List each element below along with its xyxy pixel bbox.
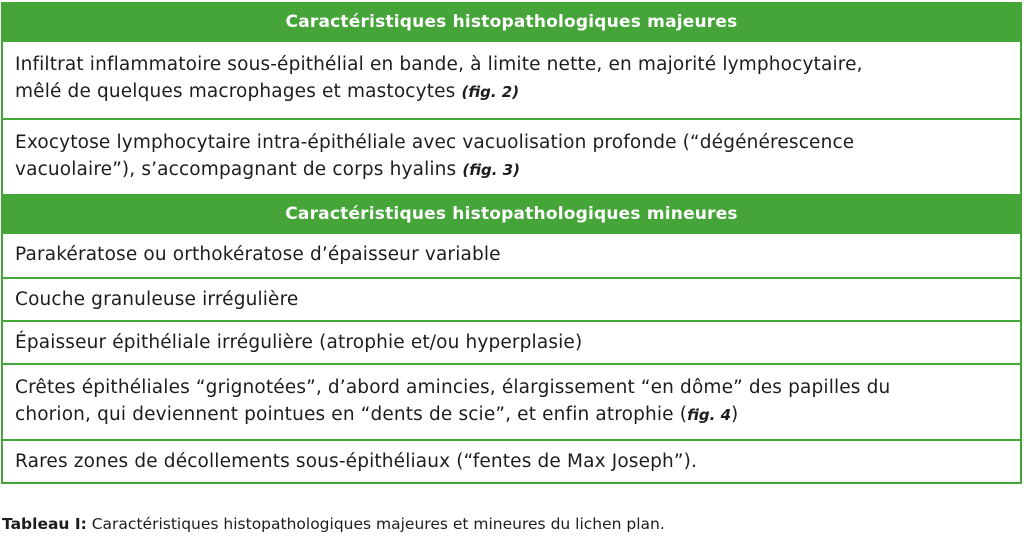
row-line: vacuolaire”), s’accompagnant de corps hyalins (fig. 3) (15, 159, 520, 180)
minor-row-keratosis: Parakératose ou orthokératose d’épaisseur variable (15, 244, 501, 265)
minor-row-epithelial-ridges (3, 363, 1020, 439)
minor-criteria-header: Caractéristiques histopathologiques mineures (3, 194, 1020, 234)
major-row-infiltrate (3, 42, 1020, 118)
major-row-exocytosis (3, 118, 1020, 194)
table-caption (2, 515, 665, 533)
row-line: Crêtes épithéliales “grignotées”, d’abord amincies, élargissement “en dôme” des papilles du (15, 377, 891, 398)
figure-reference: fig. 4 (687, 406, 732, 424)
caption-text: Caractéristiques histopathologiques majeures et mineures du lichen plan. (86, 515, 665, 533)
minor-row-epithelial-thickness: Épaisseur épithéliale irrégulière (atrophie et/ou hyperplasie) (3, 320, 1020, 363)
row-line: Infiltrat inflammatoire sous-épithélial en bande, à limite nette, en majorité lymphocytaire, (15, 54, 863, 75)
histopathology-table (1, 2, 1022, 484)
row-line: Exocytose lymphocytaire intra-épithéliale avec vacuolisation profonde (“dégénérescence (15, 132, 855, 153)
row-line: chorion, qui deviennent pointues en “dents de scie”, et enfin atrophie (fig. 4) (15, 404, 739, 425)
major-criteria-header: Caractéristiques histopathologiques majeures (3, 2, 1020, 42)
minor-row-max-joseph-spaces: Rares zones de décollements sous-épithéliaux (“fentes de Max Joseph”). (3, 439, 1020, 482)
figure-reference: (fig. 2) (461, 83, 520, 101)
figure-reference: (fig. 3) (462, 161, 520, 179)
minor-row-granular-layer: Couche granuleuse irrégulière (3, 277, 1020, 320)
caption-label: Tableau I: (2, 515, 87, 533)
row-line: mêlé de quelques macrophages et mastocytes (fig. 2) (15, 81, 520, 102)
